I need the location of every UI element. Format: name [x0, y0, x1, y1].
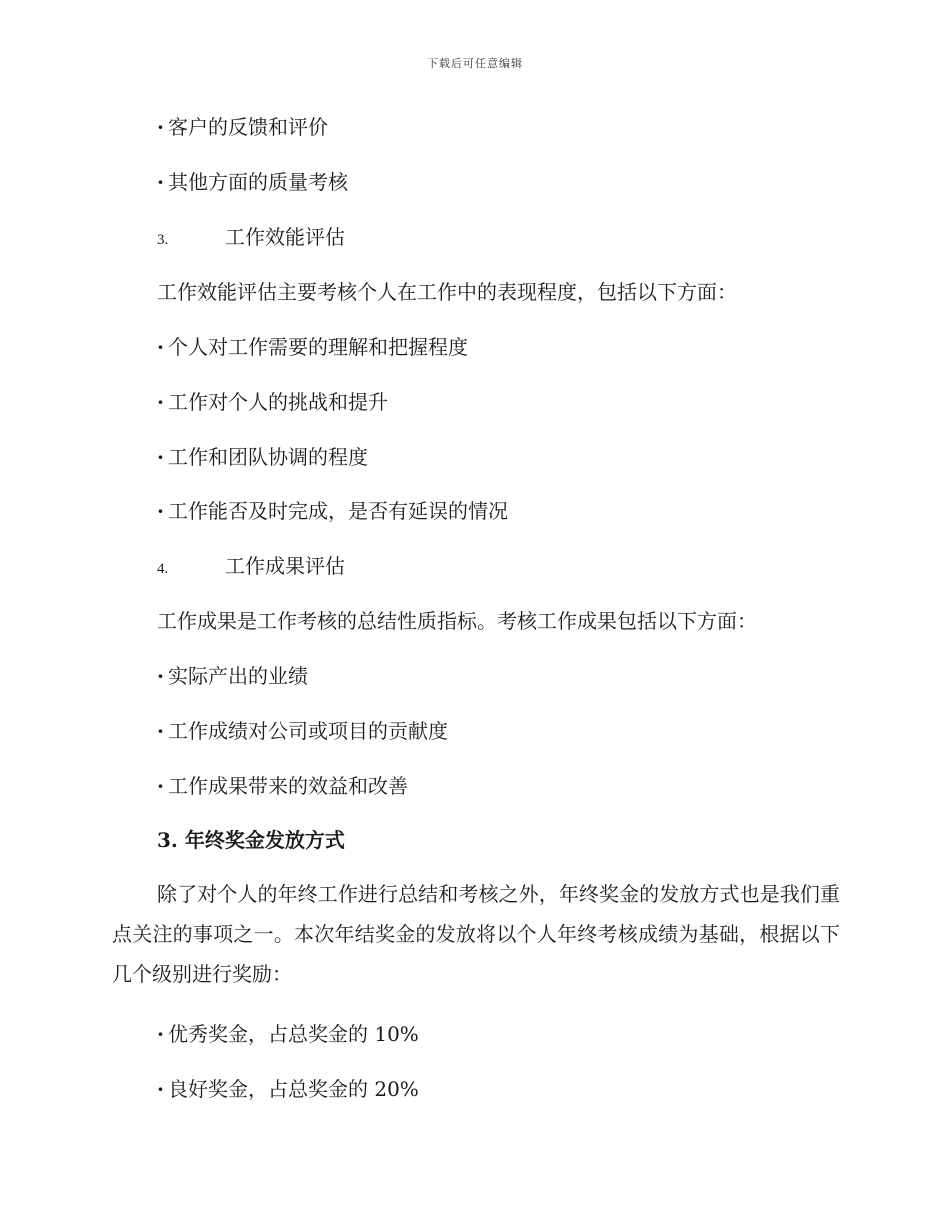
page-header: 下载后可任意编辑 — [427, 57, 523, 70]
bullet-item: · 实际产出的业绩 — [157, 664, 308, 688]
bullet-item: · 工作对个人的挑战和提升 — [157, 390, 388, 414]
bullet-item: · 工作成果带来的效益和改善 — [157, 774, 408, 798]
section-number: 3. — [157, 232, 169, 248]
section-title: 工作效能评估 — [225, 225, 345, 249]
section-title: 工作成果评估 — [225, 554, 345, 578]
bullet-item: · 工作能否及时完成，是否有延误的情况 — [157, 499, 508, 523]
bullet-item: · 客户的反馈和评价 — [157, 115, 328, 139]
bullet-item: · 优秀奖金，占总奖金的 10% — [157, 1022, 419, 1046]
bullet-item: · 工作和团队协调的程度 — [157, 445, 368, 469]
bullet-item: · 其他方面的质量考核 — [157, 170, 348, 194]
intro-text: 工作成果是工作考核的总结性质指标。考核工作成果包括以下方面： — [157, 609, 757, 633]
bullet-item: · 个人对工作需要的理解和把握程度 — [157, 335, 468, 359]
bullet-item: · 良好奖金，占总奖金的 20% — [157, 1077, 419, 1101]
intro-text: 工作效能评估主要考核个人在工作中的表现程度，包括以下方面： — [157, 280, 737, 304]
section-heading — [157, 554, 345, 581]
body-paragraph: 除了对个人的年终工作进行总结和考核之外，年终奖金的发放方式也是我们重点关注的事项之一。本次年结奖金的发放将以个人年终考核成绩为基础，根据以下几个级别进行奖励： — [112, 882, 840, 986]
section-number: 4. — [157, 561, 169, 577]
section-heading — [157, 225, 345, 252]
bullet-item: · 工作成绩对公司或项目的贡献度 — [157, 719, 448, 743]
section-heading-bold: 3. 年终奖金发放方式 — [157, 828, 345, 852]
